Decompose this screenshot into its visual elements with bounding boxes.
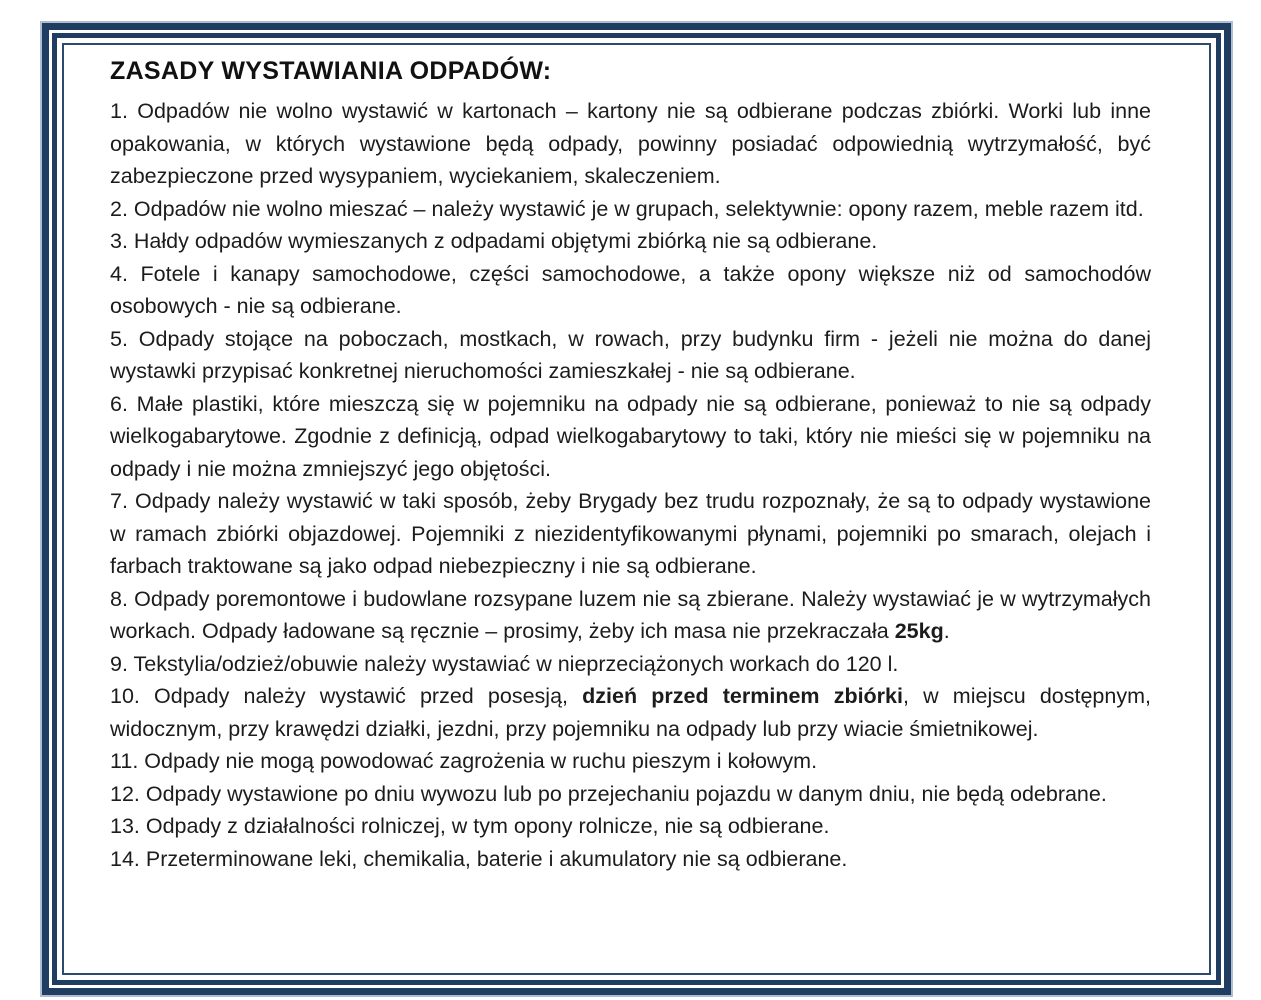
rule-text: .	[943, 619, 950, 643]
rule-item	[110, 745, 1151, 778]
rule-text: 10. Odpady należy wystawić przed posesją,	[110, 684, 583, 708]
rule-text: 1. Odpadów nie wolno wystawić w kartonach – kartony nie są odbierane podczas zbiórki. Worki lub inne opakowania, w których wystawione będą odpady, powinny posiadać odpowiednią wytrzymałość, być zabezpieczone przed wysypaniem, wyciekaniem, skaleczeniem.	[110, 99, 1151, 188]
rule-text: 11. Odpady nie mogą powodować zagrożenia w ruchu pieszym i kołowym.	[110, 749, 818, 773]
rule-bold-text: dzień przed terminem zbiórki	[582, 684, 903, 708]
rule-bold-text: 25kg	[894, 619, 944, 643]
rule-item	[110, 648, 1151, 681]
rule-text: 9. Tekstylia/odzież/obuwie należy wystawiać w nieprzeciążonych workach do 120 l.	[110, 651, 899, 676]
rule-text: 12. Odpady wystawione po dniu wywozu lub po przejechaniu pojazdu w danym dniu, nie będą odebrane.	[110, 781, 1107, 806]
rule-text: 14. Przeterminowane leki, chemikalia, baterie i akumulatory nie są odbierane.	[110, 846, 848, 871]
document-content	[62, 43, 1211, 975]
rule-text: 8. Odpady poremontowe i budowlane rozsypane luzem nie są zbierane. Należy wystawiać je w wytrzymałych workach. Odpady ładowane są ręcznie – prosimy, żeby ich masa nie przekraczała	[110, 586, 1151, 643]
rule-text: 3. Hałdy odpadów wymieszanych z odpadami objętymi zbiórką nie są odbierane.	[110, 229, 878, 253]
rule-item	[110, 680, 1151, 745]
decorative-border-middle	[52, 33, 1221, 985]
rule-item	[110, 843, 1151, 876]
rule-item	[110, 323, 1151, 388]
rule-item	[110, 95, 1151, 193]
rules-list	[110, 95, 1151, 875]
rule-item	[110, 485, 1151, 583]
rule-item	[110, 193, 1151, 226]
rule-item	[110, 810, 1151, 843]
decorative-border-thick	[42, 23, 1231, 995]
rule-text: 6. Małe plastiki, które mieszczą się w pojemniku na odpady nie są odbierane, ponieważ to nie są odpady wielkogabarytowe. Zgodnie z definicją, odpad wielkogabarytowy to taki, który nie mieści się w pojemniku na odpady i nie można zmniejszyć jego objętości.	[110, 391, 1151, 481]
rule-text: 4. Fotele i kanapy samochodowe, części samochodowe, a także opony większe niż od samochodów osobowych - nie są odbierane.	[110, 261, 1151, 318]
rule-text: 7. Odpady należy wystawić w taki sposób, żeby Brygady bez trudu rozpoznały, że są to odpady wystawione w ramach zbiórki objazdowej. Pojemniki z niezidentyfikowanymi płynami, pojemniki po smarach, olejach i farbach traktowane są jako odpad niebezpieczny i nie są odbierane.	[110, 489, 1151, 578]
rule-item	[110, 258, 1151, 323]
rule-text: 5. Odpady stojące na poboczach, mostkach, w rowach, przy budynku firm - jeżeli nie można do danej wystawki przypisać konkretnej nieruchomości zamieszkałej - nie są odbierane.	[110, 326, 1151, 383]
rule-text: , w miejscu dostępnym, widocznym, przy krawędzi działki, jezdni, przy pojemniku na odpady lub przy wiacie śmietnikowej.	[110, 684, 1151, 741]
rule-text: 13. Odpady z działalności rolniczej, w tym opony rolnicze, nie są odbierane.	[110, 814, 830, 838]
rule-item	[110, 778, 1151, 811]
rule-item	[110, 388, 1151, 486]
document-title: ZASADY WYSTAWIANIA ODPADÓW:	[110, 57, 552, 85]
rule-item	[110, 583, 1151, 648]
decorative-border-outer	[40, 21, 1233, 997]
rule-text: 2. Odpadów nie wolno mieszać – należy wystawić je w grupach, selektywnie: opony razem, meble razem itd.	[110, 196, 1144, 221]
rule-item	[110, 225, 1151, 258]
